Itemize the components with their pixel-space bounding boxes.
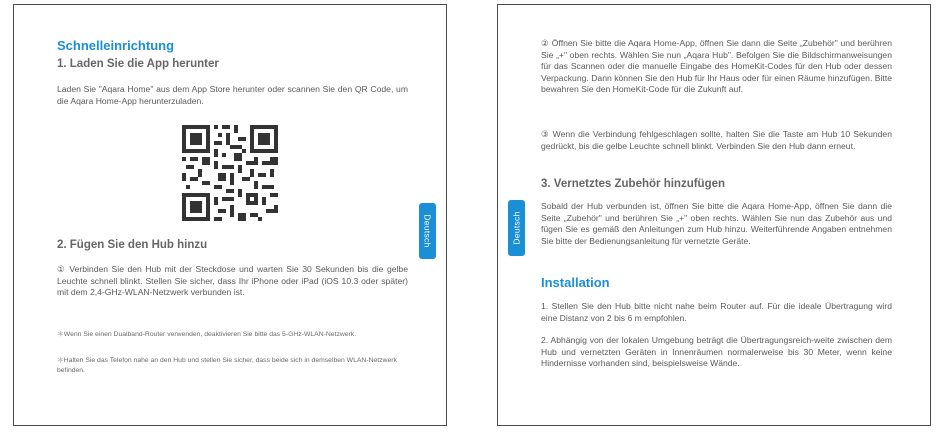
note-same-network: ＊Halten Sie das Telefon nahe an den Hub und stellen Sie sicher, dass beide sich in demselben WLAN-Netzwerk befinden. [57,357,397,374]
step1-heading: 1. Laden Sie die App herunter [57,58,219,70]
installation-step2: 2. Abhängig von der lokalen Umgebung beträgt die Übertragungsreich-weite zwischen dem Hub und vernetzten Geräten in Innenräumen normalerweise bis 30 Meter, wenn keine Hindernisse vorhanden sind, beispielsweise Wände. [541,335,892,368]
step3-heading: 3. Vernetztes Zubehör hinzufügen [541,178,726,190]
manual-page-right [497,4,931,426]
step2-text: ① Verbinden Sie den Hub mit der Steckdose und warten Sie 30 Sekunden bis die gelbe Leuchte schnell blinkt. Stellen Sie sicher, dass Ihr iPhone oder iPad (iOS 10.3 oder später) mit dem 2,4-GHz-WLAN-Netzwerk verbunden ist. [57,264,408,297]
step2-heading: 2. Fügen Sie den Hub hinzu [57,239,208,251]
step2-part2-text: ② Öffnen Sie bitte die Aqara Home-App, öffnen Sie dann die Seite „Zubehör" und berühren Sie „+" oben rechts. Wählen Sie nun „Aqara Hub". Befolgen Sie die Bildschirmanweisungen für das Scannen oder die manuelle Eingabe des HomeKit-Codes für den Hub oder dessen Verpackung. Dann können Sie den Hub für Ihr Haus oder für einen Räume hinzufügen. Bitte bewahren Sie den HomeKit-Code für die Zukunft auf. [541,38,892,94]
installation-title: Installation [541,275,610,290]
language-tab-left [419,203,436,259]
manual-page-left [13,4,447,426]
installation-step1: 1. Stellen Sie den Hub bitte nicht nahe beim Router auf. Für die ideale Übertragung wird eine Distanz von 2 bis 6 m empfohlen. [541,301,892,323]
note-dualband: ＊Wenn Sie einen Dualband-Router verwenden, deaktivieren Sie bitte das 5-GHz-WLAN-Netzwerk. [57,331,357,338]
step1-text: Laden Sie "Aqara Home" aus dem App Store herunter oder scannen Sie den QR Code, um die Aqara Home-App herunterzuladen. [57,84,408,106]
step3-text: Sobald der Hub verbunden ist, öffnen Sie bitte die Aqara Home-App, öffnen Sie dann die Seite „Zubehör" und berühren Sie „+" oben rechts. Wählen Sie nun das Zubehör aus und fügen Sie es gemäß den Anleitungen zum Hub hinzu. Weiterführende Angaben entnehmen Sie bitte der Bedienungsanleitung für vernetzte Geräte. [541,201,892,246]
language-tab-label: Deutsch [422,214,433,248]
step2-part3-text: ③ Wenn die Verbindung fehlgeschlagen sollte, halten Sie die Taste am Hub 10 Sekunden gedrückt, bis die gelbe Leuchte schnell blinkt. Verbinden Sie den Hub dann erneut. [541,129,892,151]
page-title: Schnelleinrichtung [57,38,175,53]
language-tab-label: Deutsch [511,211,522,245]
language-tab-right [508,200,525,256]
qr-code-icon [182,125,278,221]
